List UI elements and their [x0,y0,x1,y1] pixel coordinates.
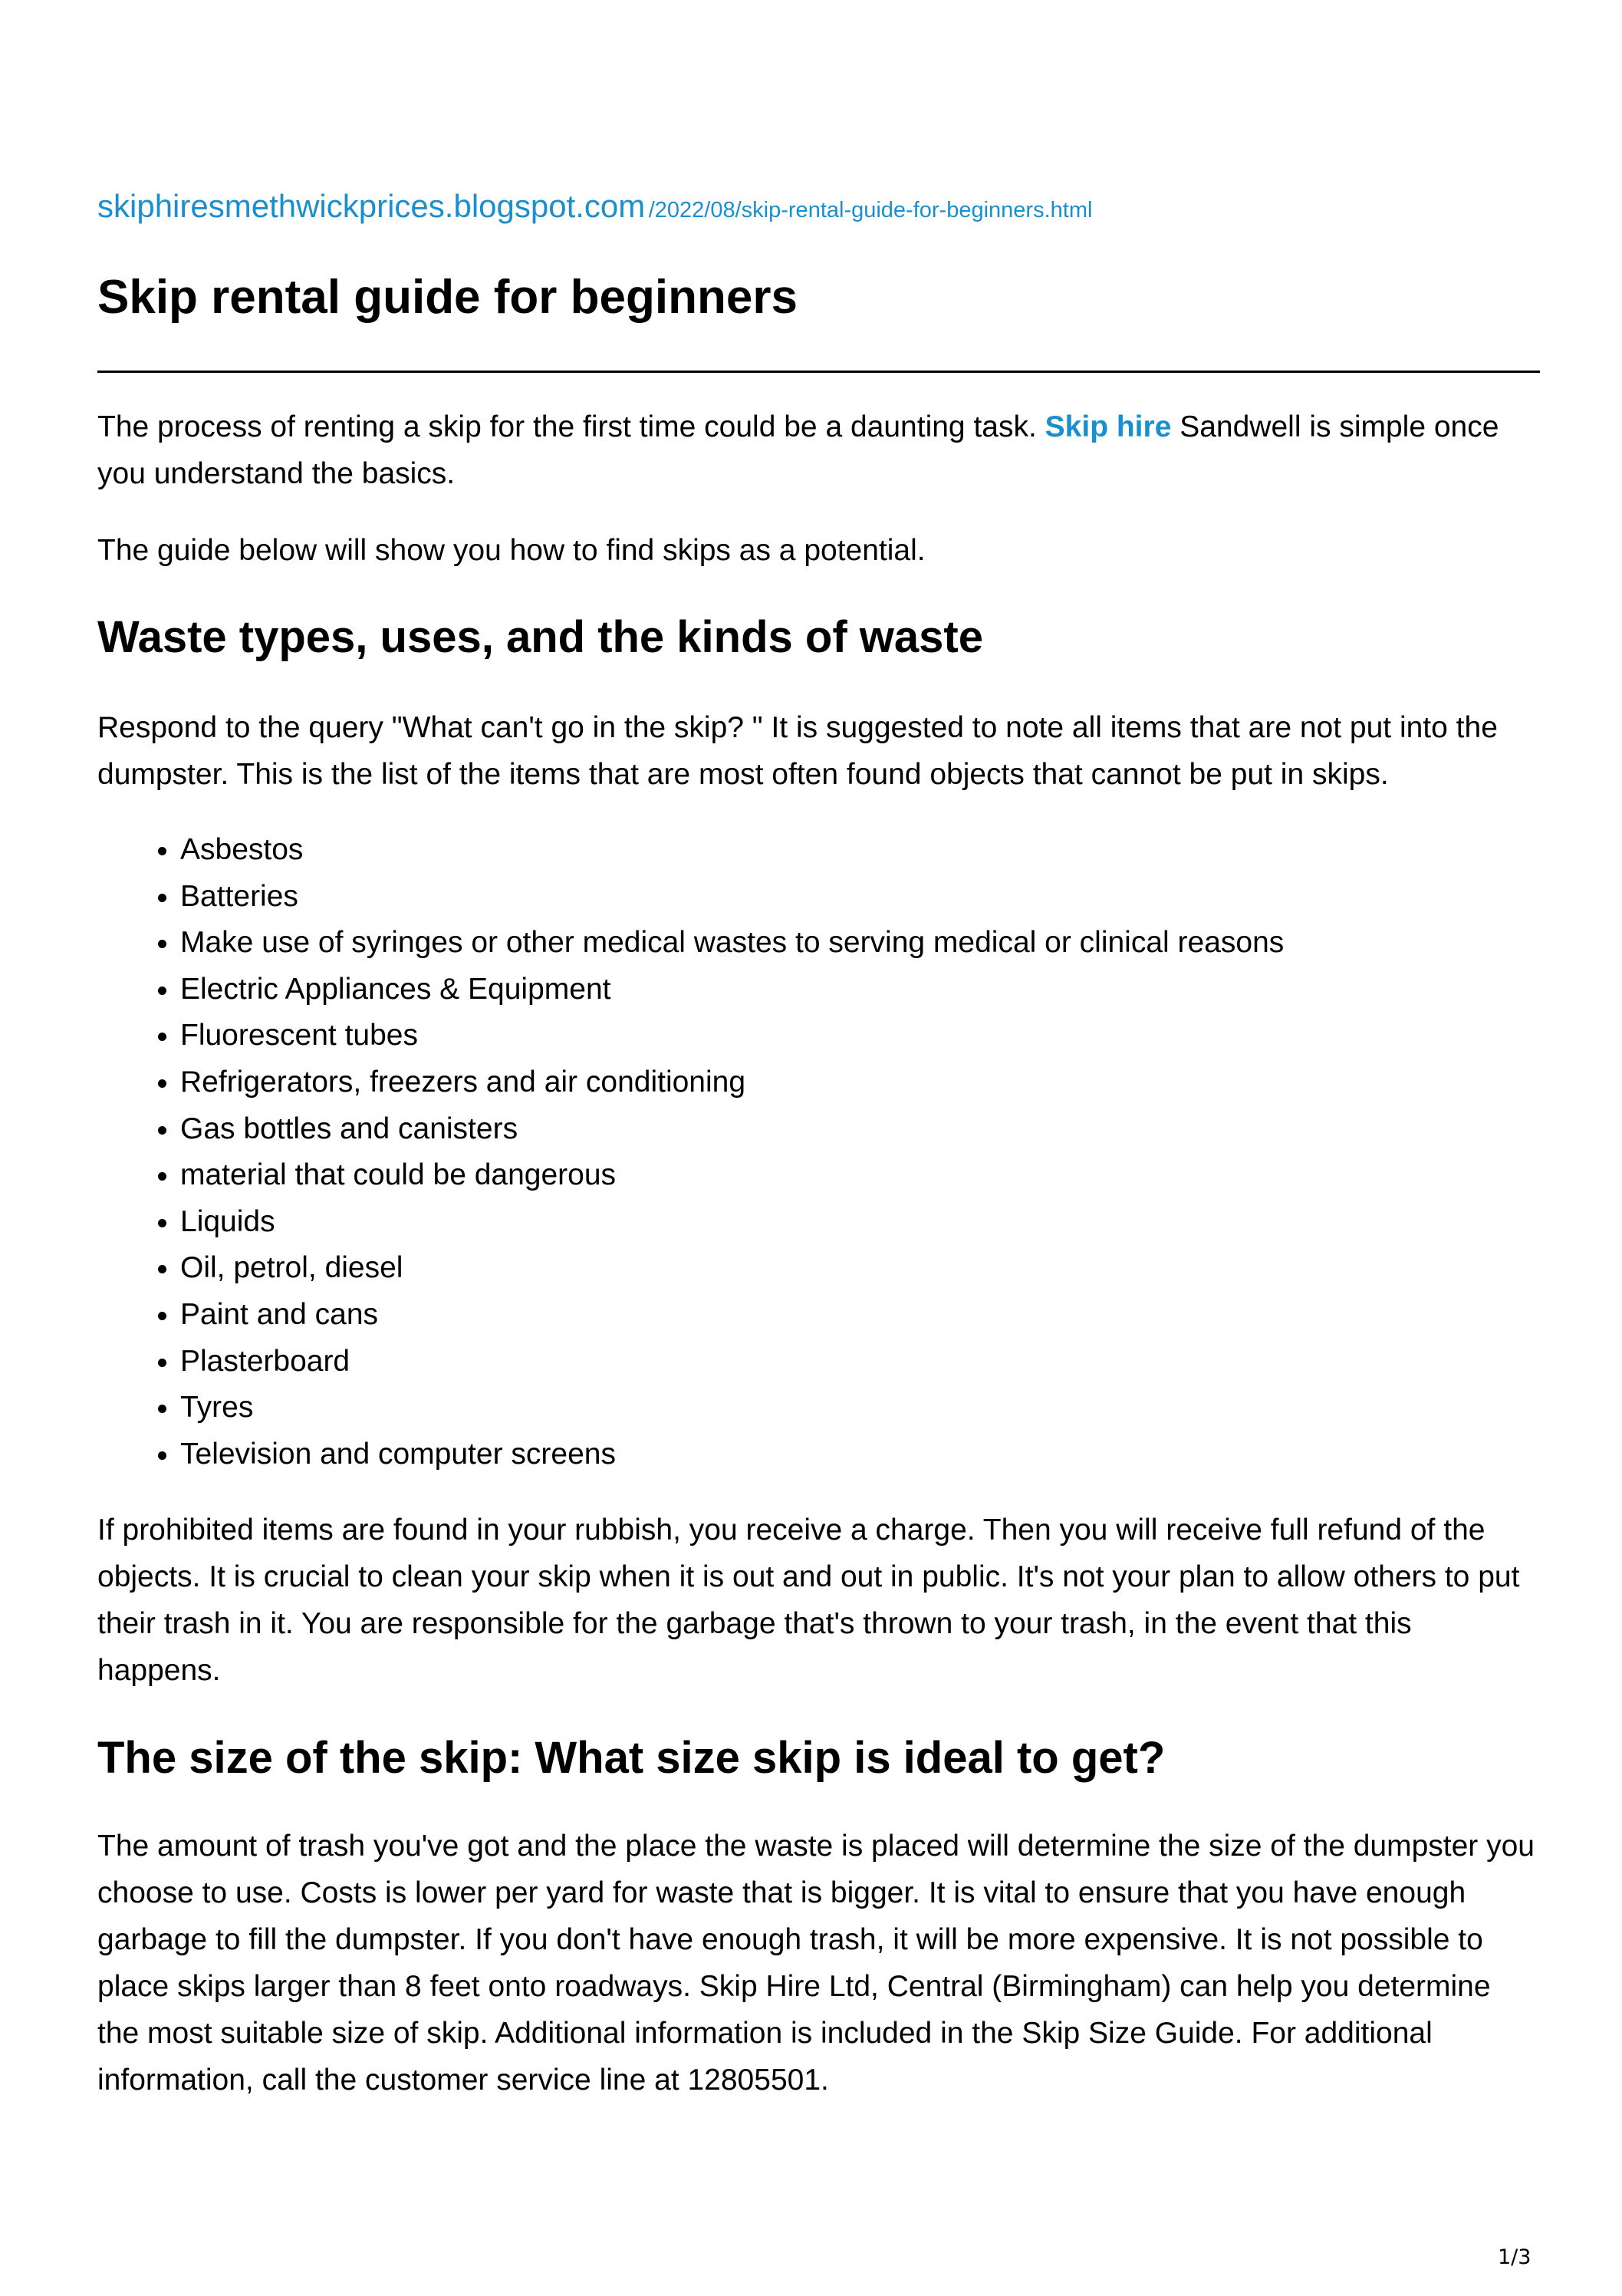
intro-paragraph [97,404,1540,497]
list-item: • Oil, petrol, diesel [180,1245,1540,1292]
section-heading-skip-size: The size of the skip: What size skip is ideal to get? [97,1733,1166,1783]
source-host-link[interactable]: skiphiresmethwickprices.blogspot.com [97,188,646,224]
page-title: Skip rental guide for beginners [97,271,798,324]
list-item: • Tyres [180,1385,1540,1431]
list-item: • Plasterboard [180,1339,1540,1385]
source-url [97,187,1540,233]
list-item: • Liquids [180,1199,1540,1246]
list-item: • Make use of syringes or other medical wastes to serving medical or clinical reasons [180,920,1540,967]
intro-text-after: Sandwell is simple once you understand the basics. [97,410,1499,490]
source-path-link[interactable]: /2022/08/skip-rental-guide-for-beginners.html [648,198,1093,222]
skip-size-paragraph: The amount of trash you've got and the place the waste is placed will determine the size of the dumpster you choose to use. Costs is lower per yard for waste that is bigger. It is vital to ensure that you have enough garbage to fill the dumpster. If you don't have enough trash, it will be more expensive. It is not possible to place skips larger than 8 feet onto roadways. Skip Hire Ltd, Central (Birmingham) can help you determine the most suitable size of skip. Additional information is included in the Skip Size Guide. For additional information, call the customer service line at 12805501. [97,1830,1535,2097]
list-item: • Asbestos [180,827,1540,874]
intro-text: The process of renting a skip for the first time could be a daunting task. [97,410,1045,443]
section-heading-waste-types: Waste types, uses, and the kinds of waste [97,612,983,662]
list-item: • Batteries [180,874,1540,921]
list-item: • Electric Appliances & Equipment [180,967,1540,1013]
title-divider [97,371,1540,373]
list-item: • material that could be dangerous [180,1152,1540,1199]
prohibited-items-paragraph: If prohibited items are found in your rubbish, you receive a charge. Then you will receive full refund of the objects. It is crucial to clean your skip when it is out and out in public. It's not your plan to allow others to put their trash in it. You are responsible for the garbage that's thrown to your trash, in the event that this happens. [97,1514,1520,1687]
list-item: • Gas bottles and canisters [180,1106,1540,1153]
list-item: • Refrigerators, freezers and air conditioning [180,1059,1540,1106]
page-number: 1/3 [1498,2245,1532,2269]
prohibited-items-list [97,827,1540,1477]
skip-hire-link[interactable]: Skip hire [1045,410,1172,443]
list-item: • Fluorescent tubes [180,1013,1540,1059]
list-item: • Television and computer screens [180,1431,1540,1478]
waste-types-paragraph: Respond to the query "What can't go in the skip? " It is suggested to note all items that are not put into the dumpster. This is the list of the items that are most often found objects that cannot be put in skips. [97,711,1498,791]
list-item: • Paint and cans [180,1292,1540,1339]
intro-paragraph-2: The guide below will show you how to find skips as a potential. [97,534,926,567]
